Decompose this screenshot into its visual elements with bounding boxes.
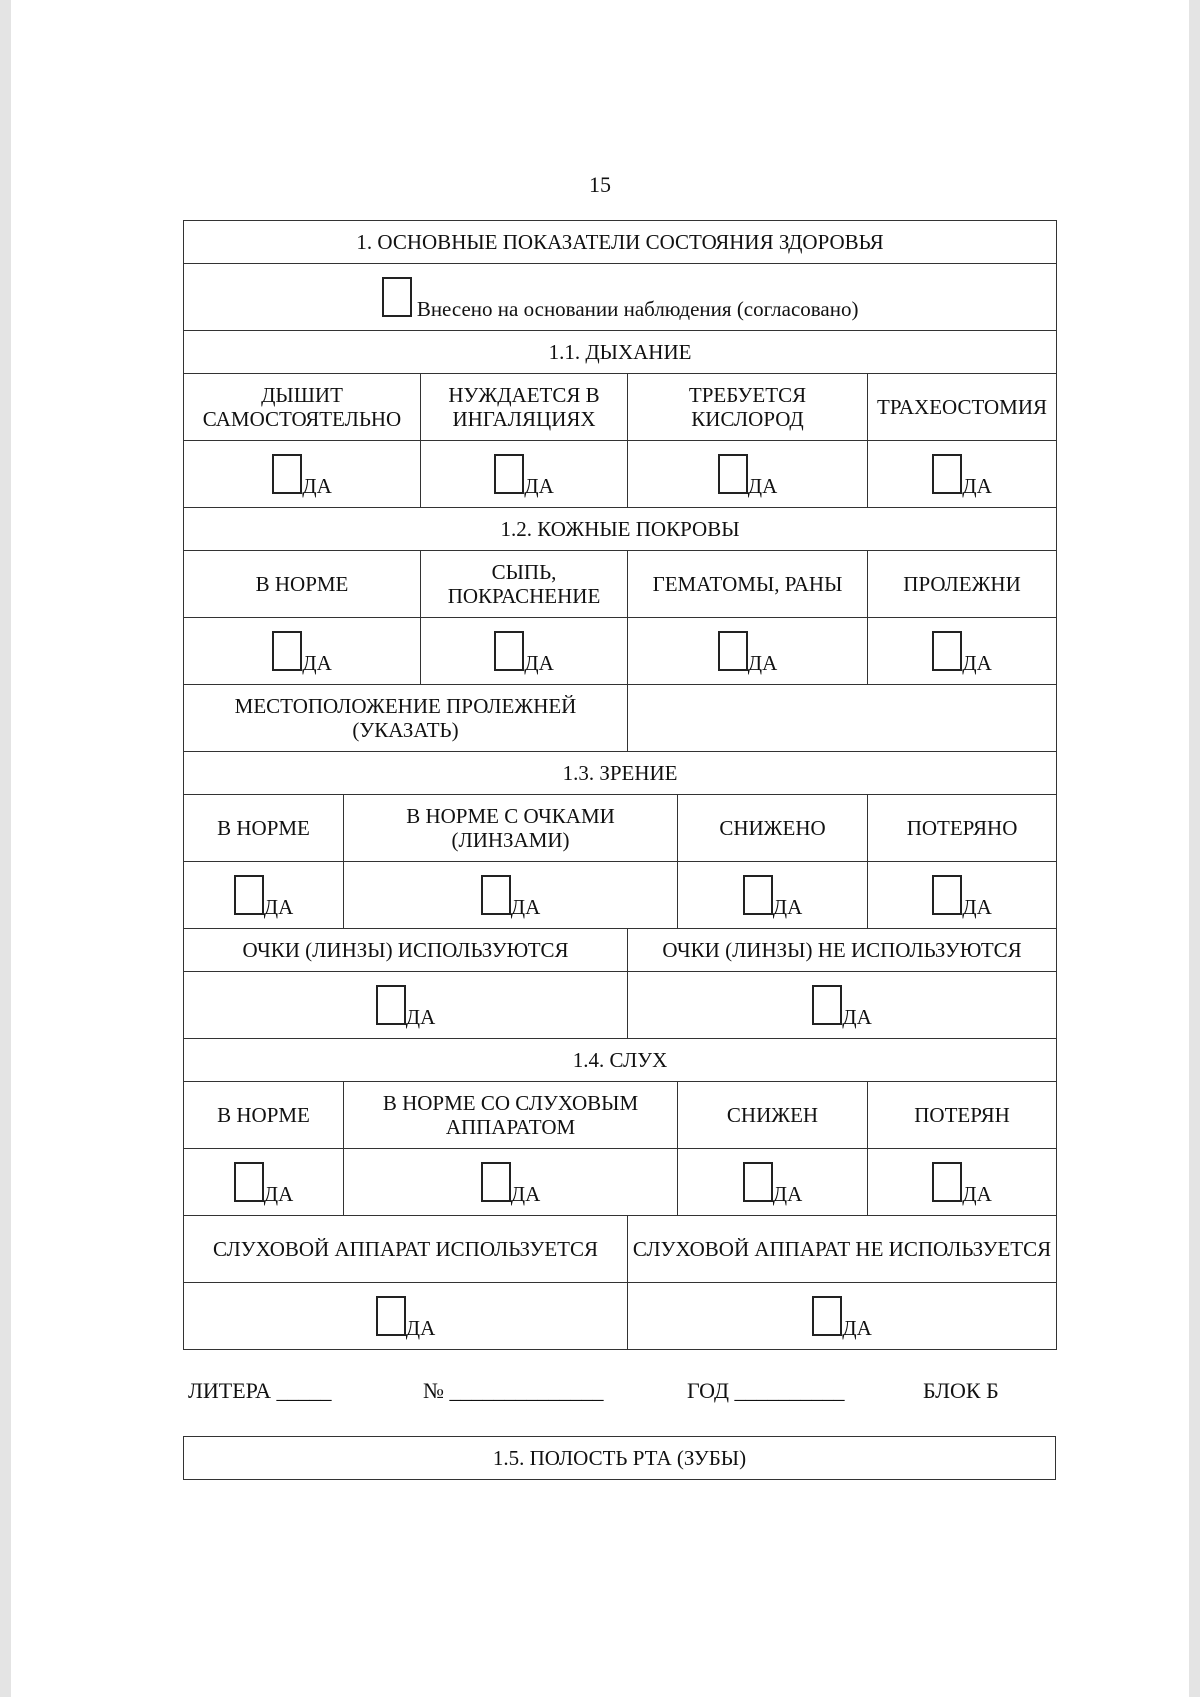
breathing-self-cell [184,441,421,508]
hearing-header-normal: В НОРМЕ [184,1082,344,1149]
vision-header-reduced: СНИЖЕНО [678,795,868,862]
hearing-aid-used-cell [184,1283,628,1350]
oral-cavity-table [183,1436,1056,1480]
glasses-not-used-cell [628,972,1057,1039]
year-field: ГОД __________ [687,1378,845,1403]
skin-bedsores-checkbox[interactable] [932,631,962,671]
hearing-normal-checkbox[interactable] [234,1162,264,1202]
checkbox-label: ДА [510,1182,541,1206]
litera-field: ЛИТЕРА _____ [188,1378,332,1403]
checkbox-label: ДА [263,895,294,919]
document-page [11,0,1189,1697]
breathing-inhalation-checkbox[interactable] [494,454,524,494]
vision-glasses-cell [344,862,678,929]
vision-reduced-cell [678,862,868,929]
breathing-oxygen-checkbox[interactable] [718,454,748,494]
skin-rash-checkbox[interactable] [494,631,524,671]
hearing-normal-cell [184,1149,344,1216]
block-label: БЛОК Б [923,1378,999,1403]
observation-label: Внесено на основании наблюдения (согласовано) [416,297,859,321]
skin-header-rash: СЫПЬ, ПОКРАСНЕНИЕ [421,551,628,618]
skin-title: 1.2. КОЖНЫЕ ПОКРОВЫ [184,508,1057,551]
skin-hematoma-cell [628,618,868,685]
glasses-not-used-header: ОЧКИ (ЛИНЗЫ) НЕ ИСПОЛЬЗУЮТСЯ [628,929,1057,972]
hearing-lost-checkbox[interactable] [932,1162,962,1202]
checkbox-label: ДА [842,1316,872,1340]
hearing-aid-checkbox[interactable] [481,1162,511,1202]
breathing-oxygen-cell [628,441,868,508]
skin-normal-checkbox[interactable] [272,631,302,671]
checkbox-label: ДА [524,651,554,675]
breathing-inhalation-cell [421,441,628,508]
breathing-self-checkbox[interactable] [272,454,302,494]
vision-reduced-checkbox[interactable] [743,875,773,915]
glasses-used-checkbox[interactable] [376,985,406,1025]
checkbox-label: ДА [302,474,332,498]
vision-normal-cell [184,862,344,929]
hearing-reduced-cell [678,1149,868,1216]
hearing-header-aid: В НОРМЕ СО СЛУХОВЫМ АППАРАТОМ [344,1082,678,1149]
hearing-reduced-checkbox[interactable] [743,1162,773,1202]
vision-normal-checkbox[interactable] [234,875,264,915]
vision-header-glasses: В НОРМЕ С ОЧКАМИ (ЛИНЗАМИ) [344,795,678,862]
checkbox-label: ДА [842,1005,872,1029]
skin-normal-cell [184,618,421,685]
breathing-tracheostomy-checkbox[interactable] [932,454,962,494]
vision-header-normal: В НОРМЕ [184,795,344,862]
hearing-aid-used-checkbox[interactable] [376,1296,406,1336]
checkbox-label: ДА [962,895,992,919]
bedsore-location-label: МЕСТОПОЛОЖЕНИЕ ПРОЛЕЖНЕЙ (УКАЗАТЬ) [184,685,628,752]
breathing-title: 1.1. ДЫХАНИЕ [184,331,1057,374]
hearing-aid-cell [344,1149,678,1216]
observation-checkbox[interactable] [382,277,412,317]
observation-row [184,264,1057,331]
glasses-used-header: ОЧКИ (ЛИНЗЫ) ИСПОЛЬЗУЮТСЯ [184,929,628,972]
bedsore-location-field[interactable] [628,685,1057,752]
checkbox-label: ДА [747,651,778,675]
checkbox-label: ДА [405,1005,436,1029]
skin-bedsores-cell [868,618,1057,685]
vision-lost-checkbox[interactable] [932,875,962,915]
breathing-header-self: ДЫШИТ САМОСТОЯТЕЛЬНО [184,374,421,441]
checkbox-label: ДА [302,651,332,675]
hearing-lost-cell [868,1149,1057,1216]
hearing-header-reduced: СНИЖЕН [678,1082,868,1149]
checkbox-label: ДА [263,1182,294,1206]
skin-header-bedsores: ПРОЛЕЖНИ [868,551,1057,618]
skin-header-hematoma: ГЕМАТОМЫ, РАНЫ [628,551,868,618]
hearing-aid-not-used-checkbox[interactable] [812,1296,842,1336]
checkbox-label: ДА [772,895,803,919]
checkbox-label: ДА [962,474,992,498]
breathing-header-tracheostomy: ТРАХЕОСТОМИЯ [868,374,1057,441]
vision-header-lost: ПОТЕРЯНО [868,795,1057,862]
skin-header-normal: В НОРМЕ [184,551,421,618]
checkbox-label: ДА [524,474,554,498]
vision-glasses-checkbox[interactable] [481,875,511,915]
checkbox-label: ДА [962,651,992,675]
glasses-not-used-checkbox[interactable] [812,985,842,1025]
hearing-title: 1.4. СЛУХ [184,1039,1057,1082]
hearing-aid-not-used-cell [628,1283,1057,1350]
breathing-tracheostomy-cell [868,441,1057,508]
page-number: 15 [589,172,611,197]
health-form-table [183,220,1057,1350]
number-field: № ______________ [423,1378,604,1403]
section1-title: 1. ОСНОВНЫЕ ПОКАЗАТЕЛИ СОСТОЯНИЯ ЗДОРОВЬЯ [184,221,1057,264]
checkbox-label: ДА [510,895,541,919]
checkbox-label: ДА [405,1316,436,1340]
checkbox-label: ДА [772,1182,803,1206]
checkbox-label: ДА [962,1182,992,1206]
checkbox-label: ДА [747,474,778,498]
breathing-header-oxygen: ТРЕБУЕТСЯ КИСЛОРОД [628,374,868,441]
hearing-aid-used-header: СЛУХОВОЙ АППАРАТ ИСПОЛЬЗУЕТСЯ [184,1216,628,1283]
breathing-header-inhalation: НУЖДАЕТСЯ В ИНГАЛЯЦИЯХ [421,374,628,441]
hearing-aid-not-used-header: СЛУХОВОЙ АППАРАТ НЕ ИСПОЛЬЗУЕТСЯ [628,1216,1057,1283]
vision-lost-cell [868,862,1057,929]
skin-rash-cell [421,618,628,685]
skin-hematoma-checkbox[interactable] [718,631,748,671]
glasses-used-cell [184,972,628,1039]
hearing-header-lost: ПОТЕРЯН [868,1082,1057,1149]
vision-title: 1.3. ЗРЕНИЕ [184,752,1057,795]
oral-cavity-title: 1.5. ПОЛОСТЬ РТА (ЗУБЫ) [184,1437,1056,1480]
